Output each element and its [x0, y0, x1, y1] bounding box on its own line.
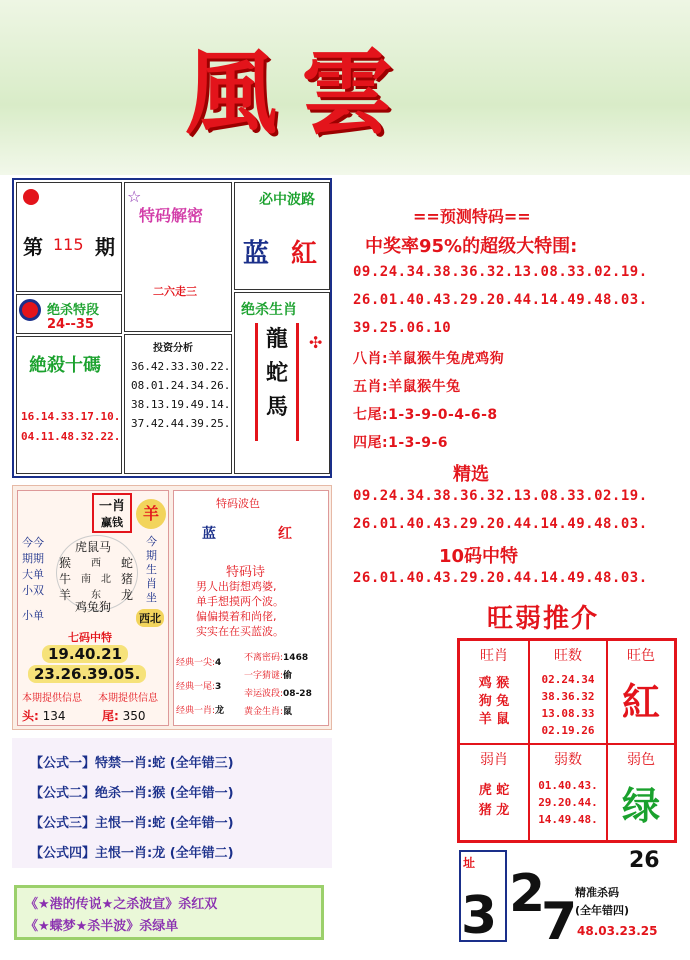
info-value: 偷	[283, 671, 293, 681]
wang-xiao-row: 狗 兔	[478, 694, 510, 709]
yi-xiao-badge	[92, 493, 132, 533]
poem-title: 特码诗	[226, 565, 266, 580]
wang-xiao-list	[460, 675, 528, 729]
wei-label: 尾:	[102, 709, 119, 723]
wheel-item: 南	[81, 574, 91, 585]
wang-xiao-cell	[459, 640, 529, 744]
issue-number: 115	[53, 235, 84, 254]
red-char: 红	[278, 526, 292, 542]
tou-zi-title: 投资分析	[153, 343, 193, 354]
wheel-bottom: 鸡兔狗	[75, 600, 112, 614]
info-label: 经典一尖:	[176, 658, 216, 668]
prediction-row: 39.25.06.10	[353, 320, 452, 336]
liu-zou-san: 二六走三	[153, 285, 197, 298]
formula-line: 【公式一】特禁一肖:蛇 (全年错三)	[30, 756, 234, 771]
qi-ma-row: 23.26.39.05.	[28, 665, 146, 683]
ruo-xiao-list	[460, 781, 528, 821]
big-digit: 3	[461, 886, 498, 946]
wang-ruo-table	[457, 638, 677, 843]
info-left	[176, 651, 224, 723]
prediction-title: ==预测特码==	[413, 207, 531, 226]
wang-shu-row: 02.19.26	[541, 724, 595, 737]
ruo-shu-row: 29.20.44.	[538, 796, 598, 809]
ruo-shu-head: 弱数	[554, 752, 582, 768]
poem-lines	[196, 579, 284, 639]
wang-xiao-head: 旺肖	[480, 648, 508, 664]
kill-codes: 48.03.23.25	[577, 924, 658, 938]
xiao-char: 龍	[265, 327, 288, 352]
te-ma-cell	[124, 182, 232, 332]
xiao-dan: 小单	[22, 609, 44, 622]
blue-char: 蓝	[202, 526, 216, 542]
bottom-left-line: 《★蝶梦★杀半波》杀绿单	[25, 919, 179, 934]
info-value: 08-28	[283, 689, 312, 699]
info-value: 4	[215, 658, 222, 668]
wheel-item: 龙	[121, 588, 134, 602]
info-label: 不离密码:	[244, 653, 284, 663]
jue-sha-shi-ma-cell	[16, 336, 122, 474]
qi-ma-title: 七码中特	[68, 631, 112, 644]
jing-zhun-label: 精准杀码	[575, 886, 619, 899]
wheel-item: 北	[101, 574, 111, 585]
ruo-se-head: 弱色	[627, 752, 655, 768]
xi-bei: 西北	[136, 609, 164, 627]
poem-line: 偏偏摸着和尚佬,	[196, 610, 277, 623]
zhi-label: 址	[463, 856, 476, 870]
formula-line: 【公式二】绝杀一肖:猴 (全年错一)	[30, 786, 234, 801]
info-label: 经典一尾:	[176, 682, 216, 692]
jing-xuan-row: 09.24.34.38.36.32.13.08.33.02.19.	[353, 488, 648, 504]
info-value: 1468	[283, 653, 309, 663]
poem-line: 单手想摸两个波。	[196, 595, 284, 608]
info-label: 一字猜谜:	[244, 671, 284, 681]
wang-shu-row: 38.36.32	[541, 690, 595, 703]
bizhong-cell	[234, 182, 330, 290]
tou-line	[22, 707, 66, 724]
bottom-left-banner	[14, 885, 324, 940]
jue-sha-xiao-box	[255, 323, 299, 441]
wang-ruo-panel	[457, 598, 677, 848]
big-digit: 7	[541, 892, 578, 952]
qi-ma-row: 19.40.21	[42, 645, 128, 663]
ba-xiao: 八肖:羊鼠猴牛兔虎鸡狗	[353, 351, 505, 367]
formula-line: 【公式四】主恨一肖:龙 (全年错二)	[30, 846, 234, 861]
ruo-se-cell	[607, 744, 675, 841]
info-right-row	[244, 649, 312, 667]
ruo-shu-list	[530, 777, 606, 828]
jue-sha-sheng-xiao-cell	[234, 292, 330, 474]
ruo-xiao-head: 弱肖	[480, 752, 508, 768]
wheel-item: 蛇	[121, 556, 134, 570]
issue-cell	[16, 182, 122, 292]
ruo-shu-row: 01.40.43.	[538, 779, 598, 792]
yi-xiao-label: 一肖	[98, 499, 125, 514]
wang-shu-head: 旺数	[554, 648, 582, 664]
info-label: 经典一肖:	[176, 706, 216, 716]
shi-ma-row: 16.14.33.17.10.	[21, 410, 121, 423]
ruo-xiao-row: 虎 蛇	[478, 783, 510, 798]
ruo-shu-cell	[529, 744, 607, 841]
yin-yang-icon	[19, 299, 41, 321]
wheel-item: 东	[91, 590, 101, 601]
bizhong-blue: 蓝	[243, 239, 270, 269]
ruo-xiao-row: 猪 龙	[478, 803, 510, 818]
shi-ma-row: 26.01.40.43.29.20.44.14.49.48.03.	[353, 570, 648, 586]
wang-se-cell	[607, 640, 675, 744]
wang-shu-row: 13.08.33	[541, 707, 595, 720]
wang-shu-row: 02.24.34	[541, 673, 595, 686]
shi-ma-title: 10码中特	[439, 546, 519, 567]
left-info-panel	[12, 178, 332, 478]
qi-wei: 七尾:1-3-9-0-4-6-8	[353, 407, 498, 423]
tou-zi-cell	[124, 334, 232, 474]
wang-shu-cell	[529, 640, 607, 744]
tou-zi-row: 36.42.33.30.22.	[131, 360, 231, 373]
bizhong-red: 紅	[291, 239, 318, 269]
info-value: 3	[215, 682, 222, 692]
ruo-shu-row: 14.49.48.	[538, 813, 598, 826]
big-digit: 2	[509, 864, 546, 924]
poem-line: 男人出街想鸡婆,	[196, 580, 277, 593]
xiao-char: 馬	[265, 395, 288, 420]
info-value: 鼠	[283, 707, 293, 717]
wang-se-head: 旺色	[627, 648, 655, 664]
yang-badge: 羊	[136, 499, 166, 529]
wang-se: 紅	[621, 680, 660, 724]
zodiac-wheel	[56, 535, 138, 614]
info-right-row	[244, 667, 312, 685]
tou-zi-list	[131, 357, 230, 433]
seal-icon	[23, 189, 39, 205]
wang-shu-list	[530, 671, 606, 739]
jing-xuan-row: 26.01.40.43.29.20.44.14.49.48.03.	[353, 516, 648, 532]
jue-sha-shi-ma-list	[21, 407, 120, 447]
wheel-item: 猪	[121, 572, 134, 586]
te-ma-title: 特码解密	[139, 206, 204, 225]
left-labels	[22, 535, 44, 599]
jue-sha-te-duan-cell	[16, 294, 122, 334]
wheel-item: 猴	[59, 556, 72, 570]
star-icon: ☆	[127, 187, 142, 206]
issue-prefix: 第	[23, 235, 43, 259]
wheel-item: 牛	[59, 572, 72, 586]
ben-qi-tou: 本期提供信息	[22, 693, 82, 704]
si-wei: 四尾:1-3-9-6	[353, 435, 448, 451]
site-logo: 風雲	[185, 39, 418, 147]
wang-xiao-row: 羊 鼠	[478, 712, 510, 727]
info-right-row	[244, 703, 312, 721]
wang-xiao-row: 鸡 猴	[478, 676, 510, 691]
quan-nian-label: (全年错四)	[575, 904, 630, 917]
left-label: 期期	[22, 552, 44, 565]
tou-value: 134	[42, 709, 66, 723]
prediction-subtitle: 中奖率95%的超级大特围:	[365, 236, 578, 257]
wang-ruo-title: 旺弱推介	[487, 604, 600, 634]
shi-ma-row: 04.11.48.32.22.	[21, 430, 121, 443]
yi-xiao-sub: 赢钱	[101, 516, 123, 529]
prediction-row: 09.24.34.38.36.32.13.08.33.02.19.	[353, 264, 648, 280]
wei-value: 350	[122, 709, 146, 723]
info-right	[244, 649, 312, 721]
info-right-row	[244, 685, 312, 703]
info-left-row	[176, 651, 224, 675]
prediction-row: 26.01.40.43.29.20.44.14.49.48.03.	[353, 292, 648, 308]
bottom-left-line: 《★港的传说★之杀波宣》杀红双	[25, 897, 218, 912]
digit-26: 26	[629, 848, 660, 873]
info-left-row	[176, 699, 224, 723]
jue-sha-te-duan-label: 绝杀特段	[47, 303, 100, 318]
bo-se-title: 特码波色	[216, 497, 260, 510]
info-value: 龙	[215, 706, 225, 716]
formula-line: 【公式三】主恨一肖:蛇 (全年错一)	[30, 816, 234, 831]
left-label: 大单	[22, 568, 44, 581]
jue-sha-shi-ma-title: 絶殺十碼	[29, 355, 101, 376]
issue-suffix: 期	[95, 235, 115, 259]
jue-sha-sheng-xiao-label: 绝杀生肖	[241, 302, 297, 318]
bizhong-title: 必中波路	[259, 192, 315, 208]
wei-line	[102, 707, 146, 724]
left-label: 小双	[22, 584, 44, 597]
ruo-se: 绿	[621, 784, 660, 828]
tou-zi-row: 08.01.24.34.26.	[131, 379, 231, 392]
wheel-item: 羊	[59, 588, 72, 602]
ben-qi-wei: 本期提供信息	[98, 693, 158, 704]
jing-xuan-title: 精选	[453, 464, 489, 485]
bo-se-block	[173, 490, 329, 726]
formula-section	[12, 738, 332, 868]
tou-zi-row: 37.42.44.39.25.	[131, 417, 231, 430]
yi-xiao-block	[17, 490, 169, 726]
wu-xiao: 五肖:羊鼠猴牛兔	[353, 379, 461, 395]
poem-line: 实实在在买蓝波。	[196, 625, 284, 638]
bottom-right-panel	[457, 848, 682, 952]
right-label: 今期生肖坐	[146, 535, 157, 604]
mid-left-poster	[12, 485, 332, 730]
wheel-item: 西	[91, 558, 101, 569]
info-label: 幸运波段:	[244, 689, 284, 699]
tou-label: 头:	[22, 709, 39, 723]
jue-sha-te-duan-value: 24--35	[47, 317, 94, 332]
tou-zi-row: 38.13.19.49.14.	[131, 398, 231, 411]
knot-icon: ✣	[309, 333, 323, 352]
prediction-panel	[335, 178, 680, 593]
ruo-xiao-cell	[459, 744, 529, 841]
wheel-top: 虎鼠马	[75, 540, 112, 554]
left-label: 今今	[22, 536, 44, 549]
info-label: 黄金生肖:	[244, 707, 284, 717]
info-left-row	[176, 675, 224, 699]
xiao-char: 蛇	[265, 361, 288, 386]
